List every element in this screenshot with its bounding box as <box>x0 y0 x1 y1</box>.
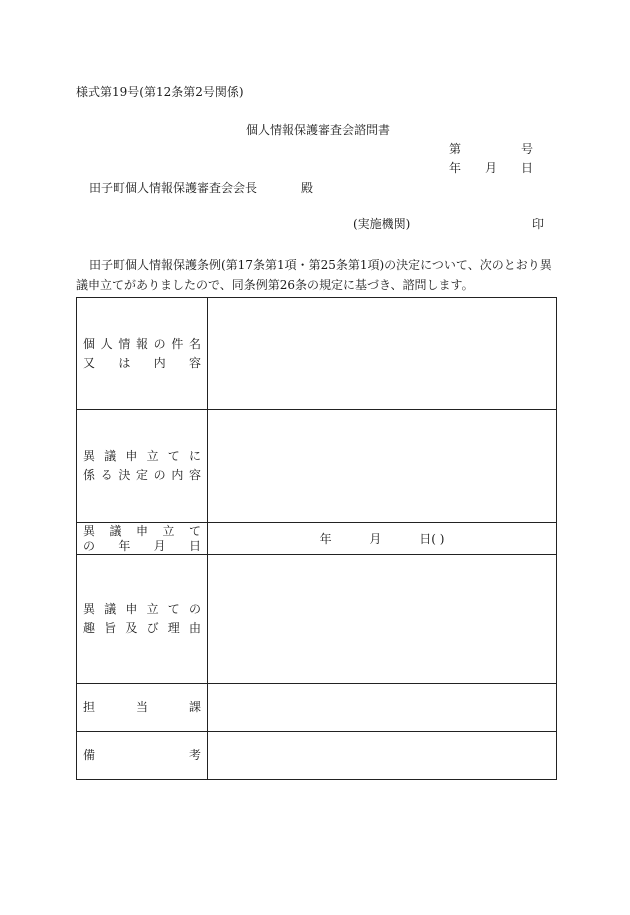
label-line: 個人情報の件名 <box>83 336 201 351</box>
addressee-name: 田子町個人情報保護審査会会長 <box>89 181 258 195</box>
label-line: の年月日 <box>83 538 201 553</box>
addressee-honorific: 殿 <box>301 181 314 195</box>
value-decision[interactable] <box>208 410 557 523</box>
value-objection-date[interactable] <box>208 523 557 555</box>
label-line: 異議申立てに <box>83 449 201 463</box>
number-suffix: 号 <box>521 142 534 156</box>
label-objection-date <box>77 523 208 555</box>
label-reason <box>77 555 208 684</box>
table-row-department <box>77 684 557 732</box>
label-line: 趣旨及び理由 <box>83 621 201 635</box>
seal-mark: 印 <box>532 217 545 231</box>
value-remarks[interactable] <box>208 732 557 780</box>
number-prefix: 第 <box>449 142 462 156</box>
label-line: 担当課 <box>83 700 201 714</box>
value-subject[interactable] <box>208 298 557 410</box>
table-row-objection-date <box>77 523 557 555</box>
table-row-decision <box>77 410 557 523</box>
label-line: 異議申立ての <box>83 602 201 616</box>
table-row-reason <box>77 555 557 684</box>
date-month: 月 <box>369 531 382 546</box>
label-remarks <box>77 732 208 780</box>
sender-label: (実施機関) <box>353 217 411 231</box>
value-reason[interactable] <box>208 555 557 684</box>
label-subject <box>77 298 208 410</box>
table-row-remarks <box>77 732 557 780</box>
label-decision <box>77 410 208 523</box>
date-year: 年 <box>319 531 332 546</box>
body-text: 田子町個人情報保護条例(第17条第1項・第25条第1項)の決定について、次のとおり異議申立てがありましたので、同条例第26条の規定に基づき、諮問します。 <box>76 258 552 292</box>
label-line: 備考 <box>83 748 201 762</box>
label-department <box>77 684 208 732</box>
table-row-subject <box>77 298 557 410</box>
date-day-label: 日 <box>521 161 534 175</box>
label-line: 又は内容 <box>83 355 201 370</box>
document-title: 個人情報保護審査会諮問書 <box>246 123 391 137</box>
label-line: 係る決定の内容 <box>83 468 201 482</box>
form-number: 様式第19号(第12条第2号関係) <box>76 85 244 99</box>
inquiry-form-table <box>76 297 557 780</box>
label-line: 異議申立て <box>83 523 201 538</box>
date-month-label: 月 <box>485 161 498 175</box>
date-year-label: 年 <box>449 161 462 175</box>
value-department[interactable] <box>208 684 557 732</box>
date-day: 日( ) <box>419 531 445 546</box>
